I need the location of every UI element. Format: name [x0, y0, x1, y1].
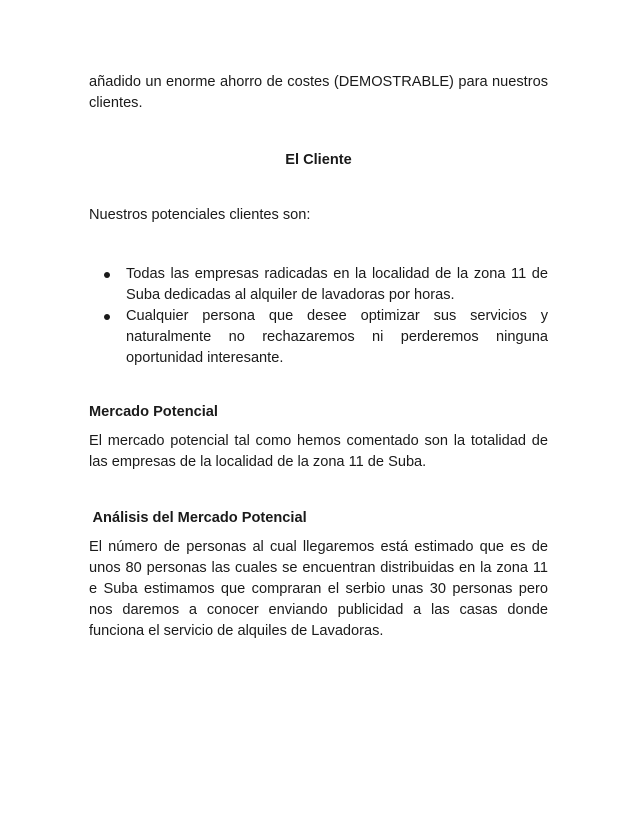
market-line: El mercado potencial tal como hemos comentado son la totalidad de	[89, 433, 548, 449]
analysis-line: funciona el servicio de alquiles de Lavadoras.	[89, 623, 384, 639]
bullet-icon	[104, 272, 110, 278]
list-item	[126, 306, 548, 369]
intro-paragraph	[89, 72, 548, 114]
analysis-line: nos daremos a conocer enviando publicidad a las casas donde	[89, 602, 548, 618]
client-bullet-list	[126, 264, 548, 369]
list-item	[126, 264, 548, 306]
analysis-line: e Suba estimamos que compraran el serbio unas 30 personas pero	[89, 581, 548, 597]
market-heading: Mercado Potencial	[89, 404, 218, 420]
intro-line: añadido un enorme ahorro de costes (DEMOSTRABLE) para nuestros	[89, 74, 548, 90]
bullet-line: Suba dedicadas al alquiler de lavadoras por horas.	[126, 287, 455, 303]
market-line: las empresas de la localidad de la zona 11 de Suba.	[89, 454, 427, 470]
analysis-line: El número de personas al cual llegaremos está estimado que es de	[89, 539, 548, 555]
potential-clients-intro: Nuestros potenciales clientes son:	[89, 207, 311, 223]
bullet-icon	[104, 314, 110, 320]
bullet-line: Todas las empresas radicadas en la localidad de la zona 11 de	[126, 266, 548, 282]
market-paragraph	[89, 431, 548, 473]
bullet-line: oportunidad interesante.	[126, 350, 284, 366]
analysis-paragraph	[89, 537, 548, 642]
intro-line: clientes.	[89, 95, 143, 111]
bullet-line: naturalmente no rechazaremos ni perderemos ninguna	[126, 329, 548, 345]
section-title-client: El Cliente	[285, 152, 352, 168]
bullet-line: Cualquier persona que desee optimizar sus servicios y	[126, 308, 548, 324]
analysis-heading: Análisis del Mercado Potencial	[89, 510, 307, 526]
analysis-line: unos 80 personas las cuales se encuentran distribuidas en la zona 11	[89, 560, 548, 576]
